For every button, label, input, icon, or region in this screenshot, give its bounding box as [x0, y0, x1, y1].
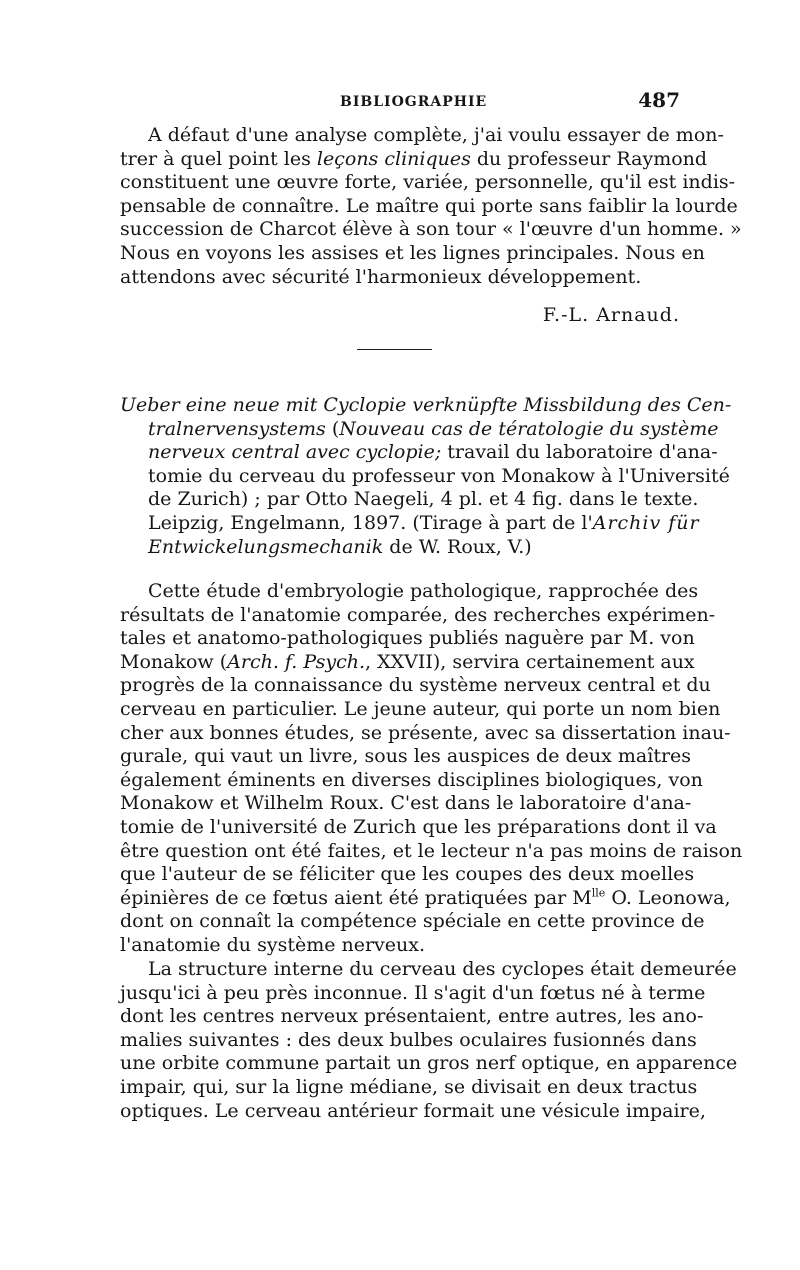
text-line: progrès de la connaissance du système nerveux central et du — [120, 674, 711, 697]
text-line — [120, 536, 675, 560]
text-line: pensable de connaître. Le maître qui porte sans faiblir la lourde — [120, 194, 738, 217]
text-line: attendons avec sécurité l'harmonieux développement. — [120, 265, 642, 288]
text-line: La structure interne du cerveau des cyclopes était demeurée — [148, 958, 737, 980]
text-line — [120, 147, 708, 172]
text-line: gurale, qui vaut un livre, sous les auspices de deux maîtres — [120, 745, 692, 768]
text-run: Monakow ( — [120, 650, 228, 673]
text-line: impair, qui, sur la ligne médiane, se divisait en deux tractus — [120, 1075, 698, 1098]
text-line: constituent une œuvre forte, variée, personnelle, qu'il est indis- — [120, 171, 736, 194]
text-line: cher aux bonnes études, se présente, avec sa dissertation inau- — [120, 721, 731, 744]
text-line: malies suivantes : des deux bulbes oculaires fusionnés dans — [120, 1028, 697, 1051]
text-line — [120, 650, 695, 675]
text-line: que l'auteur de se féliciter que les coupes des deux moelles — [120, 863, 695, 886]
text-line: jusqu'ici à peu près inconnue. Il s'agit d'un fœtus né à terme — [120, 981, 706, 1004]
italic-run: Archiv für — [592, 511, 700, 534]
author-signature: F.-L. Arnaud. — [542, 304, 680, 326]
body-paragraph-2 — [120, 958, 738, 1123]
text-run: , XXVII), servira certainement aux — [365, 650, 695, 673]
running-title: BIBLIOGRAPHIE — [340, 94, 488, 110]
italic-run: Arch. f. Psych. — [227, 650, 366, 673]
text-line: également éminents en diverses disciplines biologiques, von — [120, 768, 703, 791]
text-line: succession de Charcot élève à son tour « l'œuvre d'un homme. » — [120, 218, 742, 241]
section-divider — [357, 349, 432, 350]
text-run: du professeur Raymond — [470, 147, 708, 170]
text-line: de Zurich) ; par Otto Naegeli, 4 pl. et 4 fig. dans le texte. — [148, 488, 699, 511]
text-line: une orbite commune partait un gros nerf optique, en apparence — [120, 1052, 738, 1075]
text-line: l'anatomie du système nerveux. — [120, 933, 426, 956]
text-line — [120, 417, 719, 442]
text-line: optiques. Le cerveau antérieur formait une vésicule impaire, — [120, 1099, 706, 1122]
italic-run: Entwickelungsmechanik — [148, 535, 384, 558]
text-line — [120, 511, 700, 536]
running-header — [120, 88, 680, 118]
italic-run: Nouveau cas de tératologie du système — [339, 417, 719, 440]
text-line: A défaut d'une analyse complète, j'ai voulu essayer de mon- — [148, 124, 724, 146]
text-line: tomie de l'université de Zurich que les préparations dont il va — [120, 815, 717, 838]
text-line: dont les centres nerveux présentaient, entre autres, les ano- — [120, 1005, 704, 1028]
intro-paragraph — [120, 124, 742, 289]
text-line: tomie du cerveau du professeur von Monakow à l'Université — [148, 464, 730, 487]
text-run: O. Leonowa, — [605, 886, 731, 909]
page-number: 487 — [638, 88, 680, 112]
text-line: résultats de l'anatomie comparée, des recherches expérimen- — [120, 603, 716, 626]
text-line: Cette étude d'embryologie pathologique, rapprochée des — [148, 580, 699, 602]
text-line: être question ont été faites, et le lecteur n'a pas moins de raison — [120, 839, 743, 862]
text-line: Monakow et Wilhelm Roux. C'est dans le laboratoire d'ana- — [120, 792, 692, 815]
text-line: dont on connaît la compétence spéciale en cette province de — [120, 910, 705, 933]
text-line — [120, 394, 732, 418]
text-line: tales et anatomo-pathologiques publiés naguère par M. von — [120, 627, 695, 650]
text-run: de W. Roux, V.) — [383, 535, 532, 558]
text-line: cerveau en particulier. Le jeune auteur, qui porte un nom bien — [120, 697, 721, 720]
text-run: Leipzig, Engelmann, 1897. (Tirage à part de l' — [148, 511, 593, 534]
text-line — [120, 886, 731, 911]
text-run: épinières de ce fœtus aient été pratiquées par M — [120, 886, 592, 909]
text-run: trer à quel point les — [120, 147, 317, 170]
text-run: travail du laboratoire d'ana- — [441, 441, 718, 464]
italic-run: leçons cliniques — [316, 147, 471, 170]
body-paragraph-1 — [120, 580, 743, 958]
text-run: ( — [325, 417, 340, 440]
review-title — [120, 394, 732, 559]
superscript: lle — [591, 886, 606, 900]
italic-run: nerveux central avec cyclopie; — [148, 441, 442, 464]
italic-run: tralnervensystems — [148, 417, 326, 440]
italic-run: Ueber eine neue mit Cyclopie verknüpfte Missbildung des Cen- — [120, 394, 732, 416]
text-line: Nous en voyons les assises et les lignes principales. Nous en — [120, 241, 705, 264]
text-line — [120, 441, 718, 465]
